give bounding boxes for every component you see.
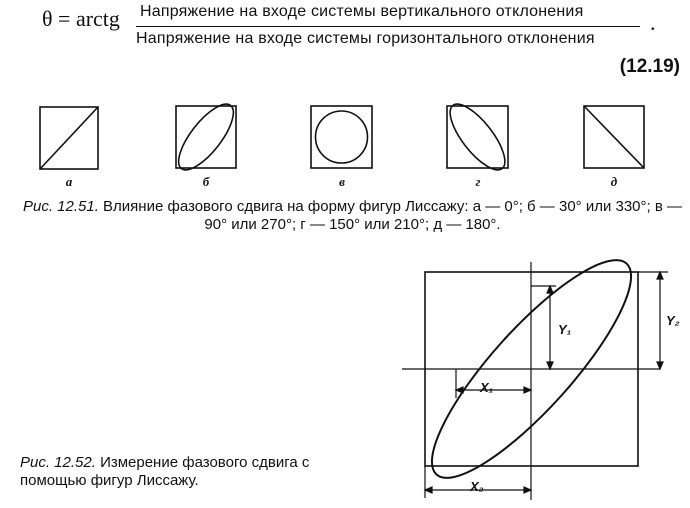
caption-12-51-text: Влияние фазового сдвига на форму фигур Лиссажу: а — 0°; б — 30° или 330°; в — 90° или 270°; г — 150° или 210°; д — 180°. bbox=[103, 198, 682, 233]
caption-12-52-text: Измерение фазового сдвига с помощью фигур Лиссажу. bbox=[20, 454, 310, 489]
dim-label-x1: X₁ bbox=[480, 380, 494, 395]
label-b: б bbox=[202, 174, 210, 189]
formula-denominator: Напряжение на входе системы горизонтального отклонения bbox=[136, 30, 595, 47]
caption-12-52 bbox=[20, 454, 360, 490]
formula-lhs: θ = arctg bbox=[42, 6, 120, 31]
label-v: в bbox=[339, 174, 345, 189]
equation-number: (12.19) bbox=[619, 56, 680, 77]
dim-label-x2: X₂ bbox=[470, 479, 484, 494]
formula-trailing-dot: . bbox=[650, 10, 656, 35]
label-d: д bbox=[610, 174, 618, 189]
caption-12-51-lead: Рис. 12.51. bbox=[22, 198, 99, 215]
dim-label-y2: Y₂ bbox=[666, 313, 680, 328]
formula-numerator: Напряжение на входе системы вертикального отклонения bbox=[140, 3, 584, 20]
label-a: а bbox=[65, 174, 73, 189]
label-g: г bbox=[475, 174, 481, 189]
caption-12-52-lead: Рис. 12.52. bbox=[20, 454, 96, 471]
dim-label-y1: Y₁ bbox=[558, 322, 572, 337]
